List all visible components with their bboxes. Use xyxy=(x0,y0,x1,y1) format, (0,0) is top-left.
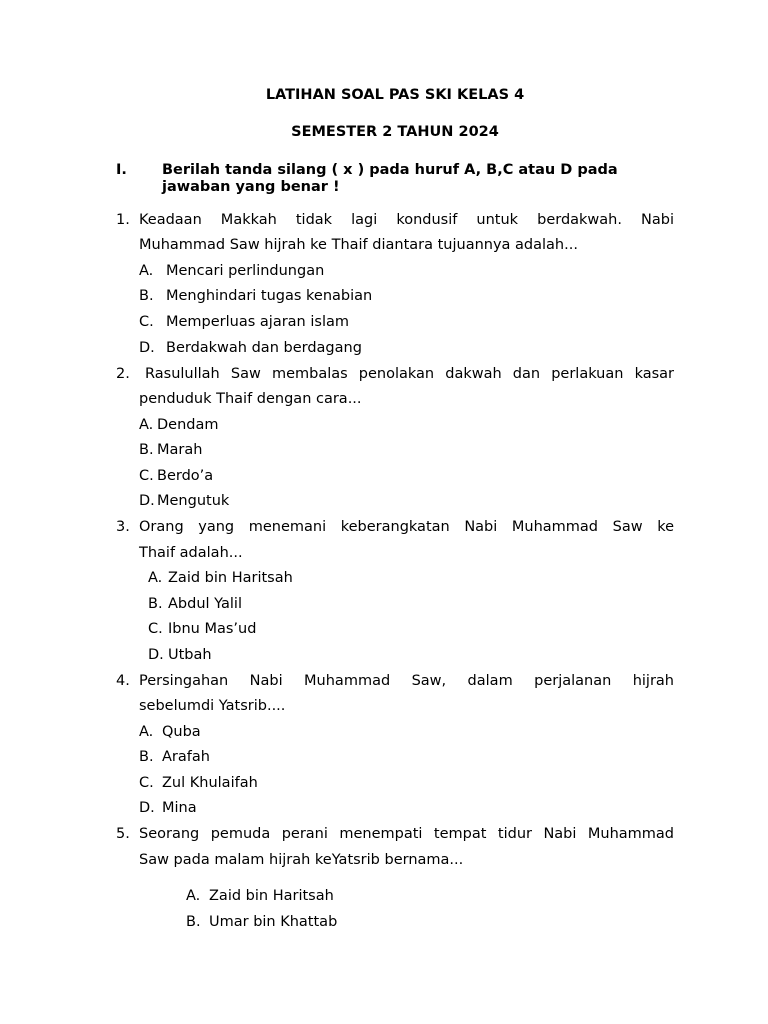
option-letter: B. xyxy=(186,914,201,930)
option-letter: C. xyxy=(139,775,154,791)
option-letter: A. xyxy=(139,724,154,740)
option-letter: D. xyxy=(139,800,155,816)
question-text-line: penduduk Thaif dengan cara... xyxy=(139,391,362,407)
option-text: Memperluas ajaran islam xyxy=(166,314,349,330)
question-text-line: Saw pada malam hijrah keYatsrib bernama... xyxy=(139,852,464,868)
option-text: Menghindari tugas kenabian xyxy=(166,288,373,304)
page-title: LATIHAN SOAL PAS SKI KELAS 4 xyxy=(265,87,525,103)
question-number: 2. xyxy=(116,366,130,382)
option-text: Umar bin Khattab xyxy=(209,914,338,930)
instruction-line-2: jawaban yang benar ! xyxy=(162,179,340,195)
option-letter: C. xyxy=(148,621,163,637)
question-text-line: Orang yang menemani keberangkatan Nabi Muhammad Saw ke xyxy=(139,519,674,535)
question-text-line: Keadaan Makkah tidak lagi kondusif untuk berdakwah. Nabi xyxy=(139,212,674,228)
question-number: 4. xyxy=(116,673,130,689)
option-letter: A. xyxy=(139,417,154,433)
option-letter: C. xyxy=(139,468,154,484)
option-letter: A. xyxy=(148,570,163,586)
option-letter: D. xyxy=(139,493,155,509)
instruction-line-1: Berilah tanda silang ( x ) pada huruf A, B,C atau D pada xyxy=(162,162,618,178)
option-letter: D. xyxy=(139,340,155,356)
option-text: Quba xyxy=(162,724,201,740)
option-text: Mencari perlindungan xyxy=(166,263,325,279)
question-text-line: Muhammad Saw hijrah ke Thaif diantara tujuannya adalah... xyxy=(139,237,578,253)
question-text-line: Seorang pemuda perani menempati tempat tidur Nabi Muhammad xyxy=(139,826,674,842)
question-text-line: Rasulullah Saw membalas penolakan dakwah dan perlakuan kasar xyxy=(145,366,674,382)
option-text: Abdul Yalil xyxy=(168,596,242,612)
question-text-line: sebelumdi Yatsrib.... xyxy=(139,698,286,714)
option-text: Berdakwah dan berdagang xyxy=(166,340,362,356)
section-numeral: I. xyxy=(116,162,127,178)
option-text: Zaid bin Haritsah xyxy=(209,888,334,904)
question-text-line: Thaif adalah... xyxy=(139,545,243,561)
option-letter: C. xyxy=(139,314,154,330)
option-letter: B. xyxy=(139,442,154,458)
option-text: Utbah xyxy=(168,647,212,663)
option-text: Marah xyxy=(157,442,203,458)
option-text: Mengutuk xyxy=(157,493,230,509)
option-text: Dendam xyxy=(157,417,219,433)
question-number: 5. xyxy=(116,826,130,842)
option-letter: B. xyxy=(139,288,154,304)
question-text-line: Persingahan Nabi Muhammad Saw, dalam perjalanan hijrah xyxy=(139,673,674,689)
option-text: Mina xyxy=(162,800,197,816)
option-letter: A. xyxy=(186,888,201,904)
option-text: Arafah xyxy=(162,749,210,765)
question-number: 3. xyxy=(116,519,130,535)
option-text: Ibnu Mas’ud xyxy=(168,621,257,637)
option-letter: D. xyxy=(148,647,164,663)
option-text: Zaid bin Haritsah xyxy=(168,570,293,586)
page-subtitle: SEMESTER 2 TAHUN 2024 xyxy=(291,124,499,140)
option-text: Zul Khulaifah xyxy=(162,775,258,791)
option-text: Berdo’a xyxy=(157,468,214,484)
option-letter: A. xyxy=(139,263,154,279)
option-letter: B. xyxy=(148,596,163,612)
option-letter: B. xyxy=(139,749,154,765)
question-number: 1. xyxy=(116,212,130,228)
